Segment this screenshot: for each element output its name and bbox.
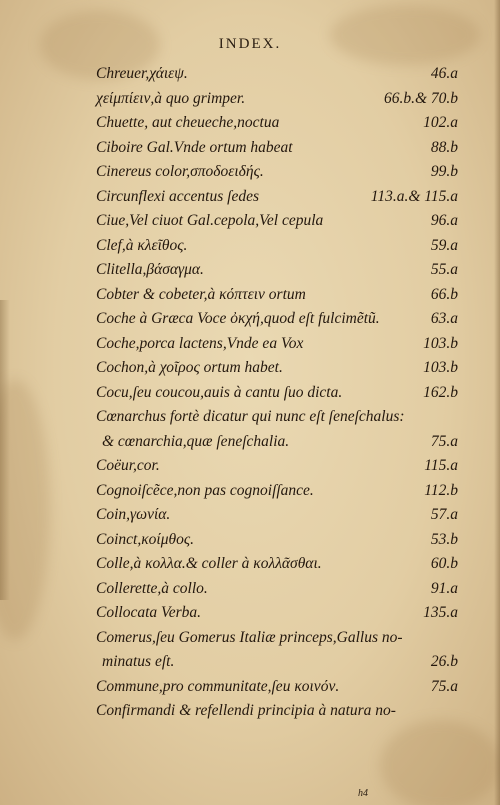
entry-term: Colle,à κολλα.& coller à κολλᾶσθαι. <box>96 555 322 572</box>
entry-page-ref: 66.b.& 70.b <box>383 89 458 107</box>
entry-page-ref: 96.a <box>430 212 458 229</box>
index-entry <box>96 332 458 357</box>
entry-term: Clef,à κλεῖθος. <box>96 236 188 254</box>
entry-page-ref: 135.a <box>423 604 458 621</box>
paper-stain <box>330 5 480 65</box>
index-entry <box>96 356 458 381</box>
entry-page-ref: 112.b <box>424 481 458 499</box>
entry-term: Collocata Verba. <box>96 604 202 621</box>
index-entry <box>96 699 458 724</box>
index-entry <box>96 185 458 210</box>
entry-term: Coin,γωνία. <box>96 506 171 523</box>
entry-page-ref: 113.a.& 115.a <box>370 187 458 205</box>
entry-page-ref: 91.a <box>430 579 458 597</box>
entry-term: Comerus,ſeu Gomerus Italiæ princeps,Gallus no- <box>96 628 403 646</box>
entry-page-ref: 26.b <box>430 653 458 670</box>
entry-term: Cœnarchus fortè dicatur qui nunc eſt ſeneſchalus: <box>96 408 405 425</box>
entry-term: Clitella,βάσαγμα. <box>96 261 204 278</box>
index-entry <box>96 601 458 626</box>
index-entry <box>96 136 458 161</box>
entry-page-ref: 46.a <box>430 65 458 82</box>
entry-term: Cobter & cobeter,à κόπτειν ortum <box>96 285 306 303</box>
entry-term: Coche à Græca Voce ὀκχή,quod eſt fulcimẽtũ. <box>96 310 380 327</box>
entry-term: Chuette, aut cheueche,noctua <box>96 114 280 131</box>
index-entry <box>96 209 458 234</box>
index-entry <box>96 258 458 283</box>
index-entry <box>96 62 458 87</box>
index-entry <box>96 283 458 308</box>
entry-page-ref: 66.b <box>430 285 458 303</box>
entry-term: Circunflexi accentus ſedes <box>96 187 259 205</box>
index-entry <box>96 160 458 185</box>
entry-page-ref: 60.b <box>430 555 458 572</box>
entry-term: χείμπίειν,à quo grimper. <box>96 89 246 107</box>
index-entry <box>96 675 458 700</box>
entry-page-ref: 103.b <box>423 334 458 352</box>
entry-term: Cognoiſcẽce,non pas cognoiſſance. <box>96 481 314 499</box>
entry-term: minatus eſt. <box>102 653 175 670</box>
index-entry <box>96 234 458 259</box>
index-entry <box>96 454 458 479</box>
entry-page-ref: 63.a <box>430 310 458 327</box>
index-entry <box>96 479 458 504</box>
entry-term: & cœnarchia,quæ ſeneſchalia. <box>102 432 290 450</box>
entry-term: Coëur,cor. <box>96 457 160 474</box>
entry-term: Coinct,κοίμθος. <box>96 530 195 548</box>
index-entry <box>96 577 458 602</box>
index-entry <box>96 307 458 332</box>
entry-page-ref: 162.b <box>423 383 458 401</box>
index-entry <box>96 111 458 136</box>
index-entry <box>96 381 458 406</box>
entry-page-ref: 103.b <box>423 359 458 376</box>
page-edge-shadow <box>494 0 500 805</box>
entry-page-ref: 102.a <box>423 114 458 131</box>
index-entry <box>96 528 458 553</box>
entry-page-ref: 88.b <box>430 138 458 156</box>
entry-page-ref: 55.a <box>430 261 458 278</box>
entry-page-ref: 99.b <box>430 163 458 180</box>
entry-term: Ciue,Vel ciuot Gal.cepola,Vel cepula <box>96 212 324 229</box>
index-entry <box>96 552 458 577</box>
entry-term: Confirmandi & refellendi principia à natura no- <box>96 702 396 719</box>
entry-page-ref: 75.a <box>430 432 458 450</box>
index-entry <box>96 87 458 112</box>
entry-page-ref: 57.a <box>430 506 458 523</box>
entry-term: Cinereus color,σποδοειδής. <box>96 163 264 180</box>
entry-page-ref: 59.a <box>430 236 458 254</box>
index-entry <box>96 503 458 528</box>
entry-term: Ciboire Gal.Vnde ortum habeat <box>96 138 293 156</box>
paper-stain <box>380 720 500 805</box>
entry-term: Chreuer,χάιεψ. <box>96 65 188 82</box>
index-entry <box>96 626 458 651</box>
page-edge-shadow <box>0 300 10 600</box>
entry-term: Commune,pro communitate,ſeu κοινόν. <box>96 677 340 695</box>
index-entry <box>96 405 458 430</box>
entry-page-ref: 75.a <box>430 677 458 695</box>
entry-term: Collerette,à collo. <box>96 579 208 597</box>
index-entries <box>96 62 458 724</box>
entry-term: Coche,porca lactens,Vnde ea Vox <box>96 334 304 352</box>
signature-mark: h4 <box>358 788 368 799</box>
page-header: INDEX. <box>218 36 282 52</box>
entry-page-ref: 53.b <box>430 530 458 548</box>
index-entry <box>96 650 458 675</box>
index-entry <box>96 430 458 455</box>
entry-term: Cochon,à χοῖρος ortum habet. <box>96 359 283 376</box>
entry-page-ref: 115.a <box>424 457 458 474</box>
entry-term: Cocu,ſeu coucou,auis à cantu ſuo dicta. <box>96 383 343 401</box>
